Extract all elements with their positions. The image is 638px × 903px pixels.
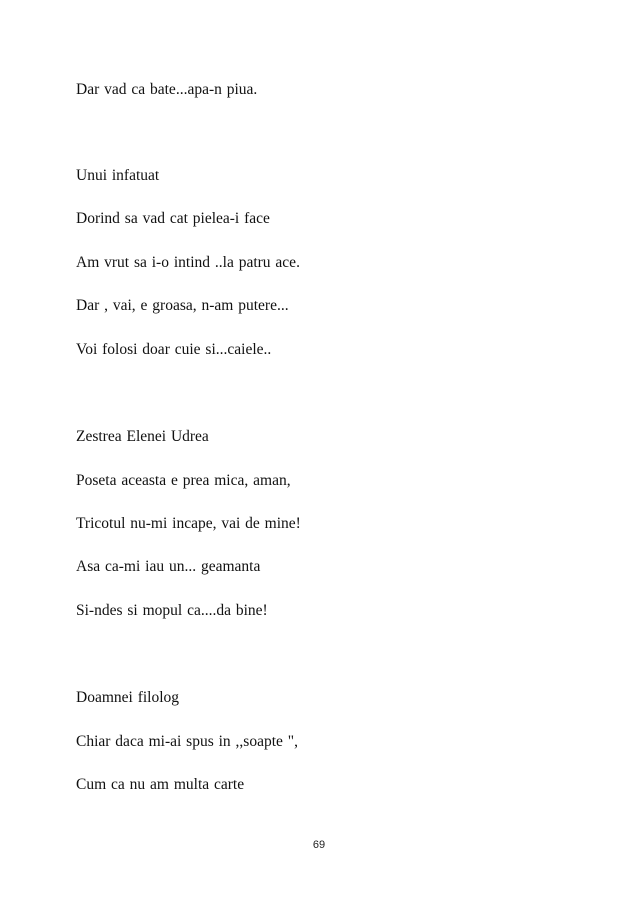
verse-line: Si-ndes si mopul ca....da bine! (76, 602, 268, 619)
verse-line: Dar vad ca bate...apa-n piua. (76, 81, 258, 98)
verse-line: Dorind sa vad cat pielea-i face (76, 210, 270, 227)
poem-title: Unui infatuat (76, 167, 160, 184)
verse-line: Cum ca nu am multa carte (76, 776, 245, 793)
verse-line: Am vrut sa i-o intind ..la patru ace. (76, 254, 300, 271)
verse-line: Voi folosi doar cuie si...caiele.. (76, 341, 272, 358)
verse-line: Chiar daca mi-ai spus in ,,soapte ", (76, 733, 298, 750)
poem-title: Doamnei filolog (76, 689, 180, 706)
verse-line: Asa ca-mi iau un... geamanta (76, 558, 261, 575)
verse-line: Tricotul nu-mi incape, vai de mine! (76, 515, 301, 532)
verse-line: Dar , vai, e groasa, n-am putere... (76, 297, 289, 314)
verse-line: Poseta aceasta e prea mica, aman, (76, 472, 291, 489)
page-number: 69 (312, 839, 326, 851)
poem-title: Zestrea Elenei Udrea (76, 428, 209, 445)
